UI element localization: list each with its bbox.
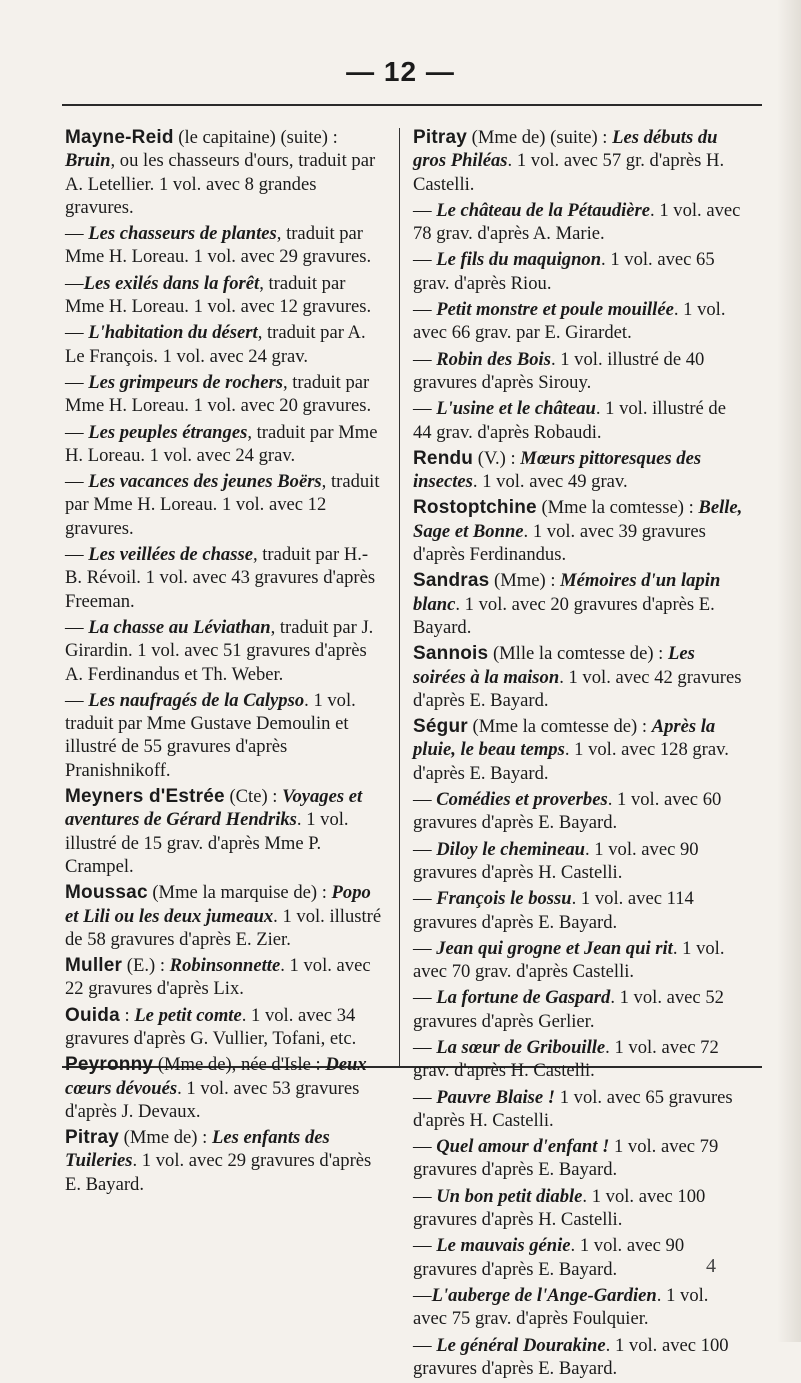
entry-prefix: — [413, 398, 437, 420]
entry-details: , traduit par J. Girardin. 1 vol. avec 51 gravures d'après A. Ferdinandus et Th. Weber. [65, 616, 374, 685]
book-title: Les débuts du gros Philéas [413, 127, 718, 172]
catalog-entry [413, 496, 747, 566]
right-column [413, 126, 747, 1383]
entry-details: , traduit par Mme H. Loreau. 1 vol. avec 12 gravures. [65, 471, 380, 539]
entry-details: . 1 vol. illustré de 58 gravures d'après E. Zier. [65, 905, 382, 950]
entry-prefix: — [65, 371, 89, 393]
book-title: Le château de la Pétaudière [436, 199, 651, 221]
entry-details: . 1 vol. avec 90 gravures d'après E. Bayard. [413, 1235, 685, 1280]
catalog-entry [413, 126, 747, 196]
book-title: Quel amour d'enfant ! [436, 1136, 610, 1158]
entry-details: . 1 vol. avec 20 gravures d'après E. Bayard. [413, 593, 715, 638]
catalog-entry [413, 1185, 747, 1232]
entry-prefix: — [65, 272, 84, 294]
book-title: Jean qui grogne et Jean qui rit [436, 937, 673, 959]
catalog-entry [413, 1086, 747, 1133]
book-title: Le général Dourakine [436, 1334, 606, 1356]
entry-prefix: — [65, 544, 89, 566]
book-title: Popo et Lili ou les deux jumeaux [65, 882, 371, 927]
entry-details: . 1 vol. illustré de 40 gravures d'après Sirouy. [413, 348, 705, 393]
author-name: Mayne-Reid [65, 127, 174, 148]
footer-mark: 4 [706, 1255, 716, 1277]
entry-details: , traduit par H.-B. Révoil. 1 vol. avec 43 gravures d'après Freeman. [65, 544, 376, 612]
catalog-entry [65, 371, 385, 418]
catalog-entry [65, 689, 385, 782]
catalog-entry [413, 838, 747, 885]
entry-details: , traduit par Mme H. Loreau. 1 vol. avec 29 gravures. [65, 223, 372, 268]
author-name: Sannois [413, 643, 489, 665]
entry-details: . 1 vol. illustré de 15 grav. d'après Mme P. Crampel. [65, 809, 349, 877]
entry-prefix: — [65, 421, 89, 443]
entry-prefix: — [413, 1086, 437, 1108]
page-edge-shadow [777, 0, 801, 1342]
catalog-entry [65, 1053, 385, 1123]
book-title: Les vacances des jeunes Boërs [88, 471, 322, 493]
book-title: L'habitation du désert [88, 322, 258, 344]
author-name: Meyners d'Estrée [65, 786, 225, 808]
book-title: Les exilés dans la forêt [83, 272, 260, 294]
book-title: Pauvre Blaise ! [436, 1086, 556, 1108]
book-title: La sœur de Gribouille [436, 1036, 606, 1058]
entry-prefix: — [413, 1185, 437, 1207]
entry-details: . 1 vol. avec 72 grav. d'après H. Castelli. [413, 1036, 719, 1082]
entry-prefix: — [413, 1036, 437, 1058]
author-name: Sandras [413, 570, 490, 592]
catalog-entry [413, 199, 747, 246]
book-title: L'usine et le château [436, 398, 596, 420]
book-title: Après la pluie, le beau temps [413, 716, 716, 761]
author-name: Ségur [413, 716, 468, 738]
entry-details: . 1 vol. avec 65 grav. d'après Riou. [413, 249, 715, 294]
catalog-entry [413, 1334, 747, 1381]
entry-details: . 1 vol. avec 22 gravures d'après Lix. [65, 955, 371, 1000]
entry-prefix: — [413, 199, 437, 221]
catalog-entry [65, 616, 385, 686]
author-name: Ouida [65, 1004, 120, 1026]
book-title: Les chasseurs de plantes [88, 223, 277, 245]
entry-details: 1 vol. avec 65 gravures d'après H. Castelli. [413, 1086, 733, 1131]
book-title: Voyages et aventures de Gérard Hendriks [65, 786, 363, 831]
book-title: Bruin [65, 150, 111, 172]
entry-prefix: — [413, 249, 437, 271]
catalog-entry [413, 298, 747, 345]
entry-prefix: — [413, 888, 437, 910]
entry-prefix: — [65, 223, 89, 245]
author-name: Pitray [65, 1127, 120, 1149]
entry-details: , traduit par Mme H. Loreau. 1 vol. avec 20 gravures. [65, 371, 372, 417]
catalog-entry [413, 986, 747, 1033]
book-title: Belle, Sage et Bonne [413, 497, 743, 542]
entry-prefix: (Mme de) : [119, 1127, 212, 1149]
author-name: Rostoptchine [413, 497, 537, 519]
entry-details: . 1 vol. avec 57 gr. d'après H. Castelli. [413, 150, 725, 195]
catalog-entry [65, 543, 385, 613]
book-title: Robin des Bois [436, 348, 551, 370]
book-title: Les soirées à la maison [413, 643, 695, 688]
entry-prefix: (Mme de), née d'Isle : [153, 1054, 326, 1076]
entry-details: . 1 vol. avec 100 gravures d'après H. Castelli. [413, 1185, 706, 1231]
book-title: Les peuples étranges [88, 421, 248, 443]
column-divider [399, 128, 400, 1066]
catalog-entry [65, 421, 385, 468]
book-title: Petit monstre et poule mouillée [436, 299, 674, 321]
entry-prefix: (Mme) : [489, 570, 561, 592]
author-name: Muller [65, 955, 123, 977]
left-column [65, 126, 385, 1199]
catalog-entry [65, 881, 385, 951]
entry-details: . 1 vol. avec 90 gravures d'après H. Castelli. [413, 838, 699, 883]
catalog-entry [65, 126, 385, 219]
book-title: Les naufragés de la Calypso [88, 689, 305, 711]
entry-details: , traduit par A. Le François. 1 vol. avec 24 grav. [65, 322, 366, 367]
entry-details: . 1 vol. avec 49 grav. [472, 471, 628, 493]
entry-details: . 1 vol. avec 29 gravures d'après E. Bayard. [65, 1150, 372, 1195]
author-name: Moussac [65, 882, 148, 904]
entry-details: . 1 vol. avec 34 gravures d'après G. Vullier, Tofani, etc. [65, 1004, 357, 1049]
catalog-entry [413, 937, 747, 984]
entry-details: . 1 vol. avec 60 gravures d'après E. Bayard. [413, 789, 722, 834]
entry-prefix: (Mme la comtesse) : [536, 497, 699, 519]
entry-prefix: — [413, 1284, 432, 1306]
entry-prefix: — [413, 299, 437, 321]
entry-details: . 1 vol. avec 75 grav. d'après Foulquier. [413, 1284, 709, 1330]
entry-details: . 1 vol. avec 66 grav. par E. Girardet. [413, 299, 726, 344]
catalog-entry [413, 397, 747, 444]
entry-prefix: — [65, 616, 89, 638]
entry-prefix: (Mlle la comtesse de) : [488, 643, 668, 665]
entry-details: , traduit par Mme H. Loreau. 1 vol. avec 24 grav. [65, 421, 378, 466]
entry-prefix: — [413, 1136, 437, 1158]
entry-prefix: — [413, 987, 437, 1009]
book-title: Les veillées de chasse [88, 544, 253, 566]
catalog-entry [65, 785, 385, 878]
book-title: Un bon petit diable [436, 1185, 583, 1207]
book-title: Mémoires d'un lapin blanc [413, 570, 721, 615]
catalog-entry [413, 715, 747, 785]
entry-prefix: — [413, 1235, 437, 1257]
book-title: Deux cœurs dévoués [65, 1054, 367, 1099]
catalog-entry [413, 788, 747, 835]
entry-prefix: — [413, 1334, 437, 1356]
book-title: Le mauvais génie [436, 1235, 571, 1257]
author-name: Pitray [413, 127, 468, 148]
entry-details: , traduit par Mme H. Loreau. 1 vol. avec 12 gravures. [65, 272, 372, 318]
book-title: Les enfants des Tuileries [65, 1127, 330, 1172]
catalog-entry [65, 470, 385, 540]
author-name: Rendu [413, 447, 474, 469]
catalog-entry [413, 447, 747, 494]
entry-details: . 1 vol. avec 78 grav. d'après A. Marie. [413, 199, 741, 245]
entry-prefix: — [65, 689, 89, 711]
book-title: Mœurs pittoresques des insectes [413, 447, 702, 493]
entry-details: . 1 vol. avec 114 gravures d'après E. Bayard. [413, 888, 694, 933]
entry-prefix: (Mme la marquise de) : [147, 882, 332, 904]
catalog-entry [65, 272, 385, 319]
entry-details: . 1 vol. avec 42 gravures d'après E. Bayard. [413, 666, 742, 711]
entry-prefix: — [65, 471, 89, 493]
entry-prefix: — [413, 348, 437, 370]
entry-details: 1 vol. avec 79 gravures d'après E. Bayard. [413, 1136, 719, 1181]
entry-prefix: — [65, 322, 89, 344]
book-title: Le petit comte [134, 1004, 242, 1026]
catalog-entry [65, 1126, 385, 1196]
entry-prefix: — [413, 838, 437, 860]
book-title: Diloy le chemineau [436, 838, 585, 860]
catalog-entry [413, 1284, 747, 1331]
page-number: — 12 — [346, 56, 455, 87]
catalog-entry [65, 321, 385, 368]
catalog-entry [65, 1004, 385, 1051]
entry-details: . 1 vol. avec 128 grav. d'après E. Bayard. [413, 739, 729, 784]
entry-details: . 1 vol. traduit par Mme Gustave Demoulin et illustré de 55 gravures d'après Pranishnikoff. [65, 689, 356, 781]
entry-prefix: — [413, 937, 437, 959]
catalog-entry [413, 348, 747, 395]
book-title: L'auberge de l'Ange-Gardien [431, 1284, 657, 1306]
entry-details: . 1 vol. illustré de 44 grav. d'après Robaudi. [413, 398, 726, 443]
entry-details: , ou les chasseurs d'ours, traduit par A. Letellier. 1 vol. avec 8 grandes gravures. [65, 150, 376, 218]
book-title: François le bossu [436, 888, 572, 910]
catalog-entry [413, 1135, 747, 1182]
entry-prefix: (Mme la comtesse de) : [467, 716, 652, 738]
entry-prefix: (Mme de) (suite) : [467, 127, 613, 148]
entry-prefix: (Cte) : [224, 786, 283, 808]
book-title: La fortune de Gaspard [436, 987, 611, 1009]
catalog-entry [413, 248, 747, 295]
book-title: La chasse au Léviathan [88, 616, 271, 638]
catalog-entry [413, 1234, 747, 1281]
book-title: Les grimpeurs de rochers [88, 371, 283, 393]
author-name: Peyronny [65, 1054, 154, 1076]
entry-prefix: (E.) : [122, 955, 170, 977]
entry-details: . 1 vol. avec 52 gravures d'après Gerlier. [413, 987, 724, 1032]
entry-prefix: — [413, 789, 437, 811]
catalog-entry [65, 954, 385, 1001]
catalog-entry [413, 1036, 747, 1083]
entry-prefix: (le capitaine) (suite) : [173, 127, 338, 148]
catalog-entry [413, 887, 747, 934]
catalog-entry [413, 569, 747, 639]
entry-prefix: : [119, 1004, 135, 1026]
entry-details: . 1 vol. avec 100 gravures d'après E. Bayard. [413, 1334, 729, 1379]
book-title: Robinsonnette [169, 955, 281, 977]
entry-details: . 1 vol. avec 39 gravures d'après Ferdinandus. [413, 520, 706, 566]
book-title: Comédies et proverbes [436, 789, 608, 811]
entry-details: . 1 vol. avec 53 gravures d'après J. Devaux. [65, 1077, 360, 1122]
entry-details: . 1 vol. avec 70 grav. d'après Castelli. [413, 937, 725, 983]
book-title: Le fils du maquignon [436, 249, 602, 271]
catalog-entry [413, 642, 747, 712]
catalog-entry [65, 222, 385, 269]
entry-prefix: (V.) : [473, 447, 521, 469]
